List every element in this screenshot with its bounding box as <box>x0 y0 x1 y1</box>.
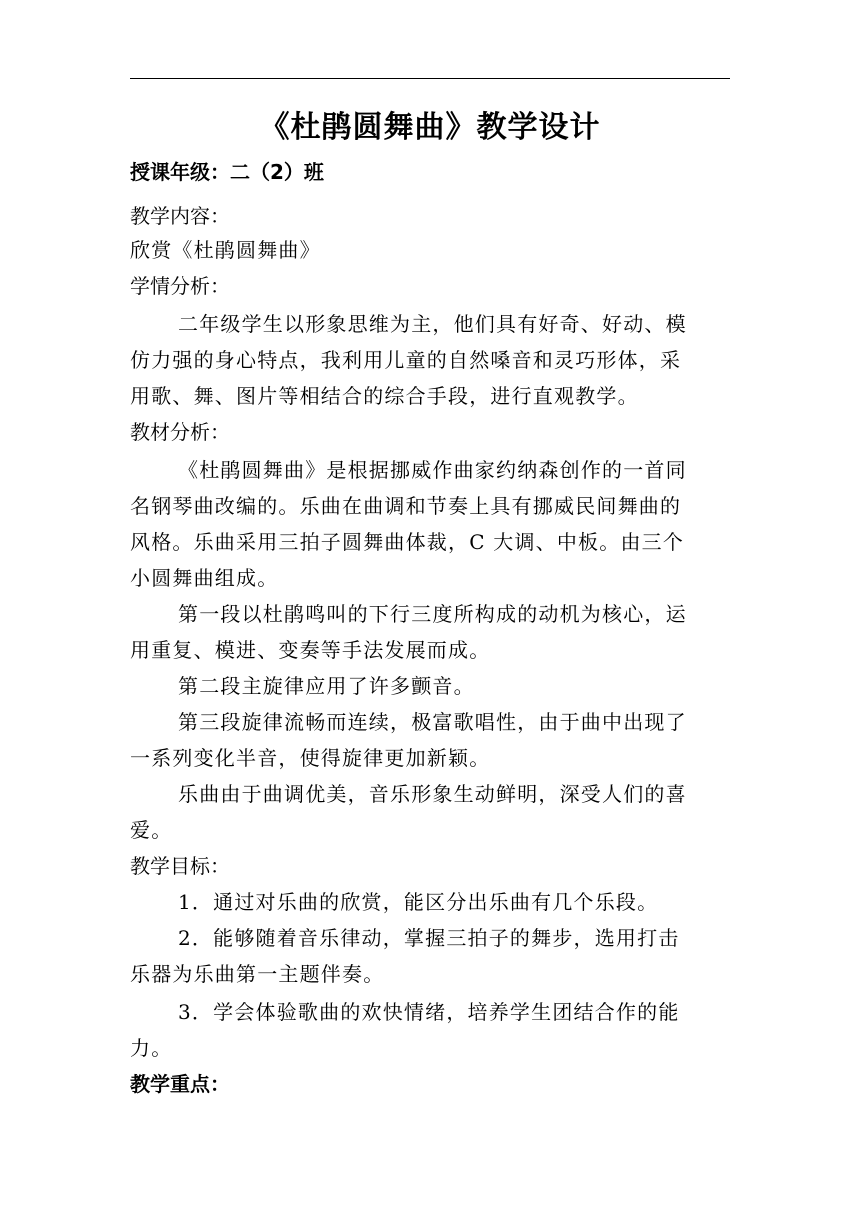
material-analysis-heading: 教材分析： <box>130 420 230 444</box>
grade-line: 授课年级：二（2）班 <box>130 160 324 184</box>
goal-line: 3．学会体验歌曲的欢快情绪，培养学生团结合作的能 <box>178 1000 680 1024</box>
content-heading: 教学内容： <box>130 204 230 228</box>
document-title: 《杜鹃圆舞曲》教学设计 <box>259 110 601 145</box>
material-analysis-line: 第三段旋律流畅而连续，极富歌唱性，由于曲中出现了 <box>178 710 687 734</box>
student-analysis-line: 用歌、舞、图片等相结合的综合手段，进行直观教学。 <box>130 384 639 408</box>
material-analysis-line: 用重复、模进、变奏等手法发展而成。 <box>130 638 491 662</box>
material-analysis-line: 一系列变化半音，使得旋律更加新颖。 <box>130 746 491 770</box>
header-rule <box>130 78 730 79</box>
goal-line: 2．能够随着音乐律动，掌握三拍子的舞步，选用打击 <box>178 926 680 950</box>
material-analysis-line: 第二段主旋律应用了许多颤音。 <box>178 674 475 698</box>
focus-heading: 教学重点： <box>130 1072 230 1096</box>
content-text: 欣赏《杜鹃圆舞曲》 <box>130 238 321 262</box>
material-analysis-line: 风格。乐曲采用三拍子圆舞曲体裁，C 大调、中板。由三个 <box>130 530 685 554</box>
material-analysis-line: 第一段以杜鹃鸣叫的下行三度所构成的动机为核心，运 <box>178 602 687 626</box>
goals-heading: 教学目标： <box>130 854 230 878</box>
student-analysis-line: 仿力强的身心特点，我利用儿童的自然嗓音和灵巧形体，采 <box>130 348 682 372</box>
material-analysis-line: 小圆舞曲组成。 <box>130 566 279 590</box>
material-analysis-line: 名钢琴曲改编的。乐曲在曲调和节奏上具有挪威民间舞曲的 <box>130 494 682 518</box>
material-analysis-line: 乐曲由于曲调优美，音乐形象生动鲜明，深受人们的喜 <box>178 782 687 806</box>
student-analysis-line: 二年级学生以形象思维为主，他们具有好奇、好动、模 <box>178 312 687 336</box>
material-analysis-line: 《杜鹃圆舞曲》是根据挪威作曲家约纳森创作的一首同 <box>178 458 687 482</box>
goal-line: 乐器为乐曲第一主题伴奏。 <box>130 962 385 986</box>
material-analysis-line: 爱。 <box>130 818 173 842</box>
goal-line: 1．通过对乐曲的欣赏，能区分出乐曲有几个乐段。 <box>178 890 659 914</box>
goal-line: 力。 <box>130 1036 173 1060</box>
student-analysis-heading: 学情分析： <box>130 274 230 298</box>
